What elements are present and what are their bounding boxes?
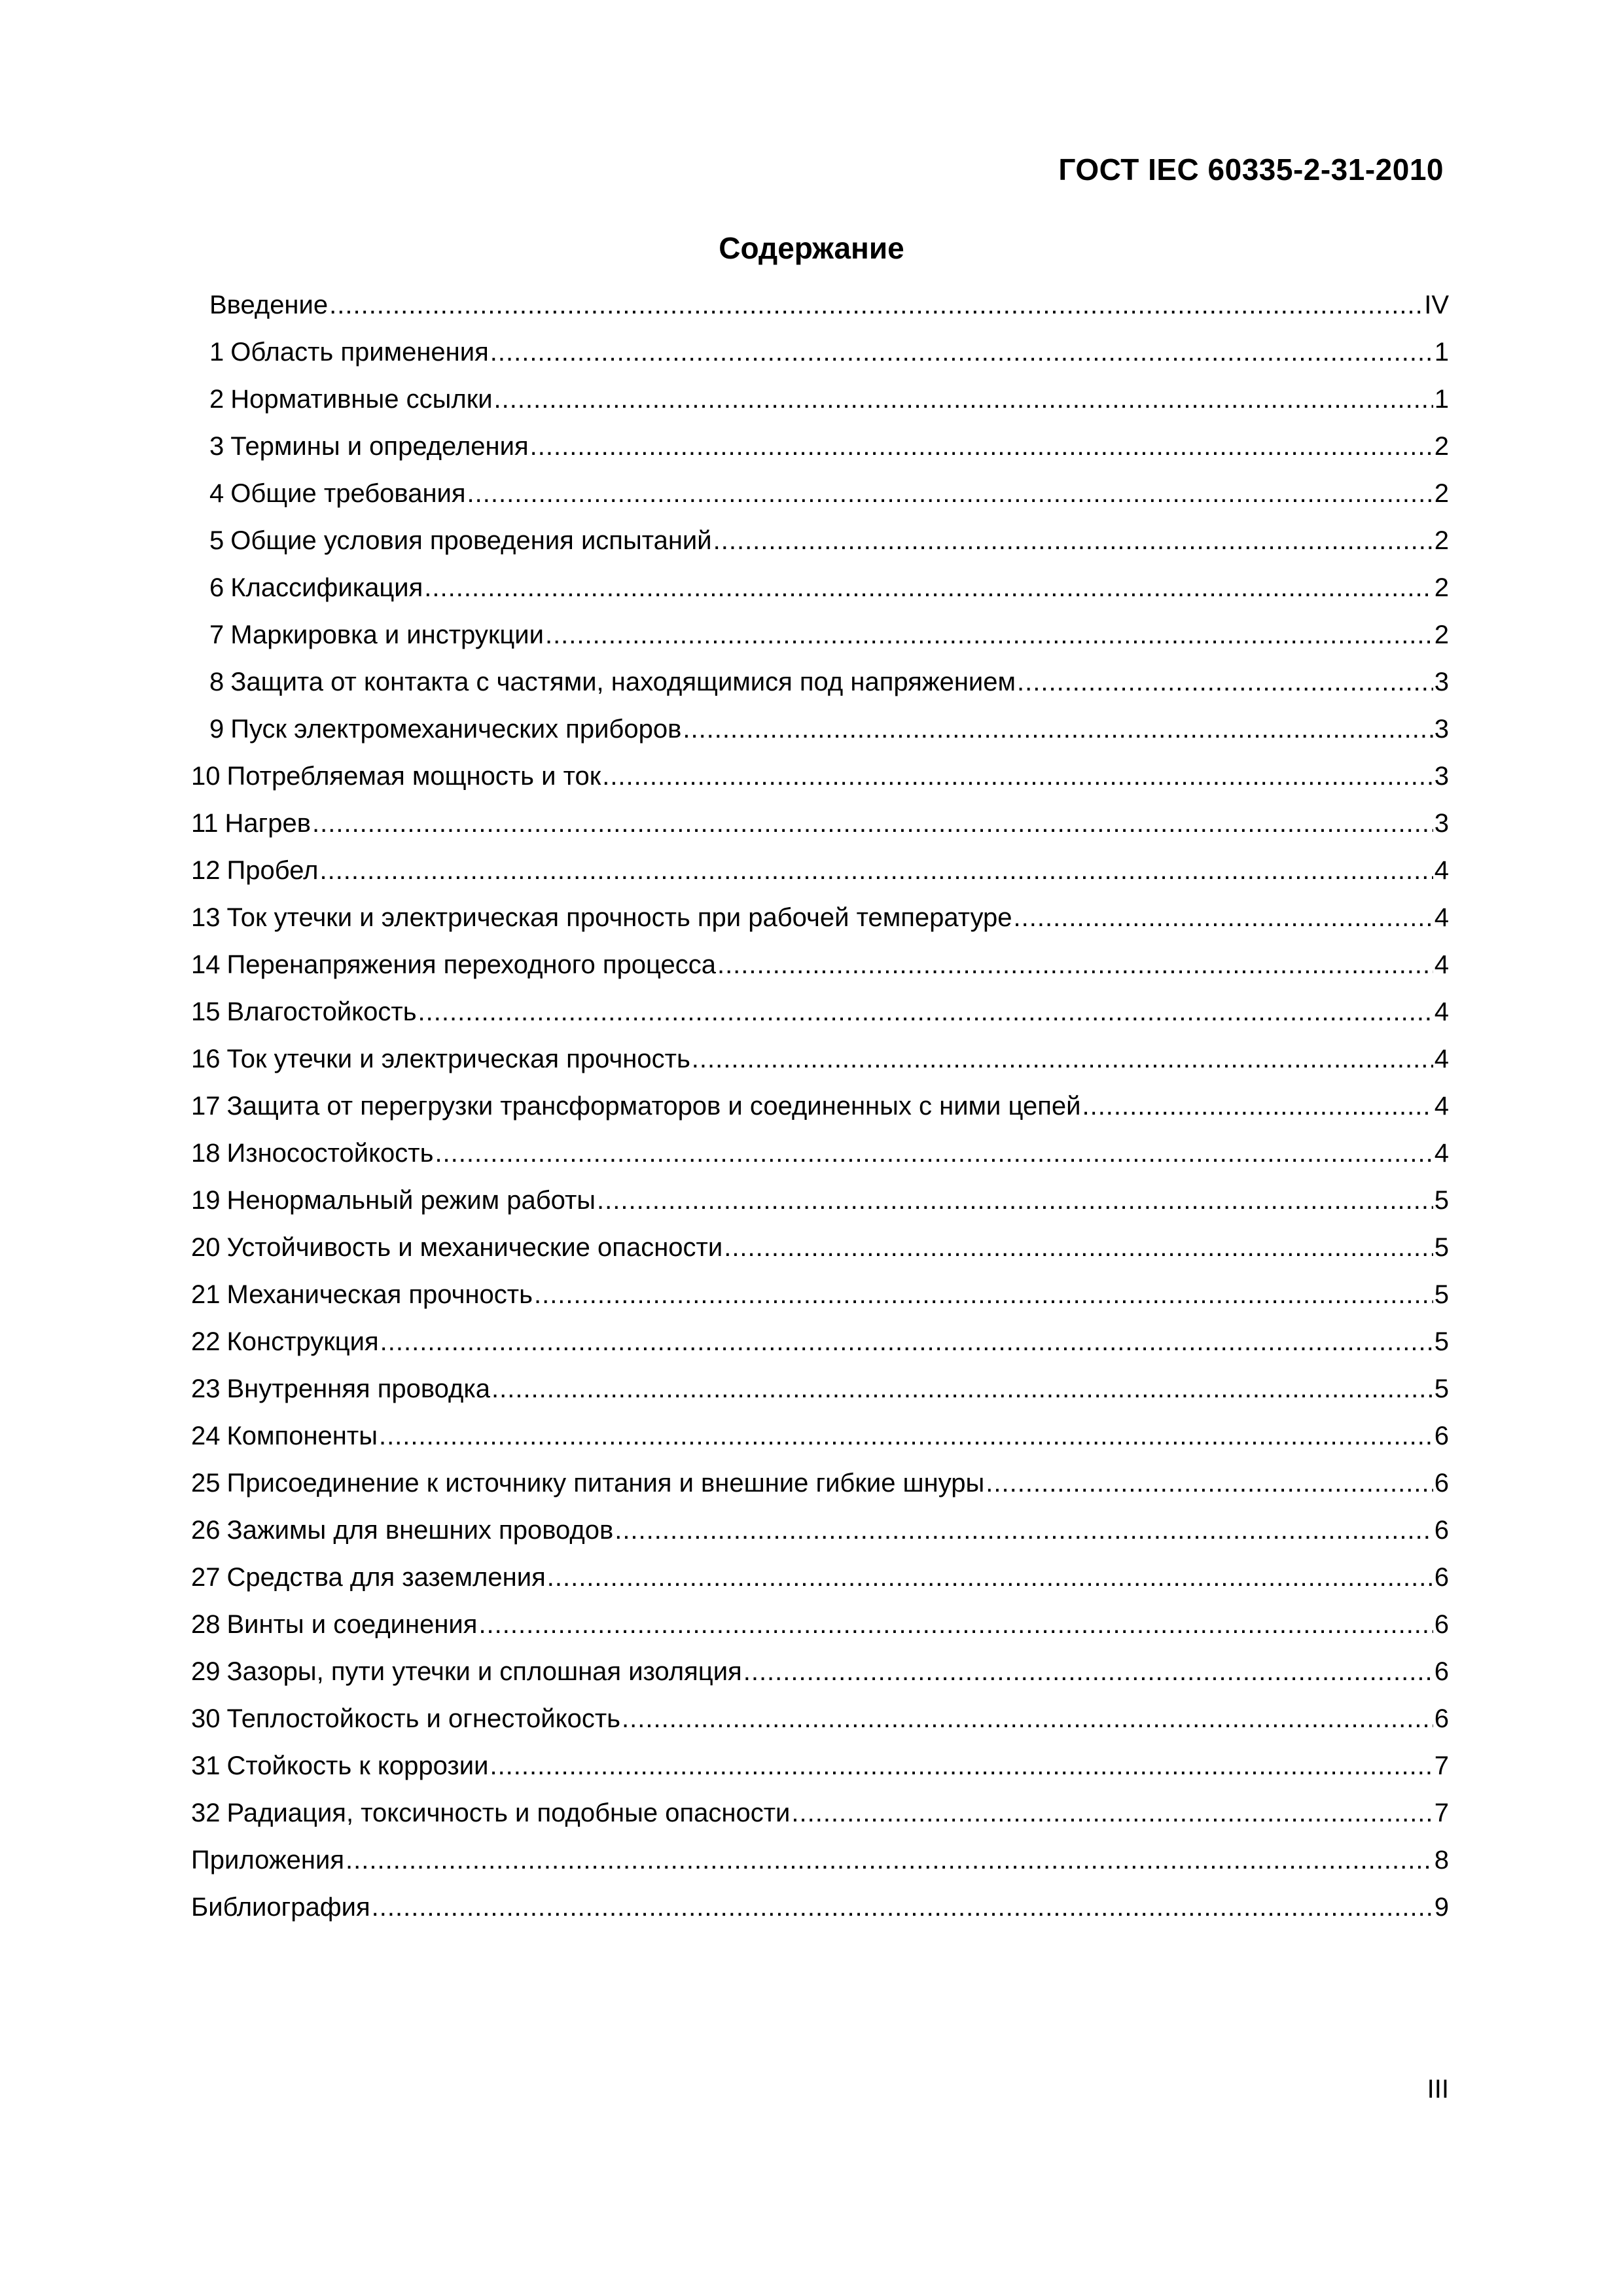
toc-entry-page: 3 xyxy=(1434,809,1449,838)
toc-entry[interactable] xyxy=(191,1460,1449,1507)
toc-entry-page: 5 xyxy=(1434,1186,1449,1215)
toc-entry-title: Пуск электромеханических приборов xyxy=(230,715,682,744)
toc-entry-number: 26 xyxy=(191,1516,221,1545)
toc-entry-page: 1 xyxy=(1434,385,1449,414)
toc-entry[interactable] xyxy=(191,800,1449,847)
toc-entry[interactable] xyxy=(191,470,1449,517)
toc-entry-title: Нагрев xyxy=(224,809,311,838)
toc-entry-title: Стойкость к коррозии xyxy=(226,1751,489,1780)
dot-leader xyxy=(491,1365,1433,1412)
toc-entry-title: Влагостойкость xyxy=(226,997,417,1026)
toc-entry-page: 7 xyxy=(1434,1751,1449,1780)
page-number: III xyxy=(1427,2075,1449,2104)
toc-entry[interactable] xyxy=(191,376,1449,423)
toc-entry[interactable] xyxy=(191,1318,1449,1365)
dot-leader xyxy=(683,706,1433,753)
toc-entry-page: 4 xyxy=(1434,856,1449,885)
toc-entry-page: 6 xyxy=(1434,1704,1449,1733)
toc-entry-page: 5 xyxy=(1434,1327,1449,1356)
toc-entry[interactable] xyxy=(191,329,1449,376)
toc-entry-number: 9 xyxy=(209,715,224,744)
dot-leader xyxy=(478,1601,1433,1648)
toc-entry-number: 14 xyxy=(191,950,221,979)
toc-entry-page: 2 xyxy=(1434,526,1449,555)
toc-entry-number: 30 xyxy=(191,1704,221,1733)
dot-leader xyxy=(713,517,1433,564)
toc-entry-title: Приложения xyxy=(191,1846,345,1874)
dot-leader xyxy=(1017,658,1433,706)
toc-entry-title: Защита от контакта с частями, находящимися под напряжением xyxy=(230,668,1016,696)
toc-entry-number: 20 xyxy=(191,1233,221,1262)
dot-leader xyxy=(692,1035,1433,1083)
toc-entry[interactable] xyxy=(191,1365,1449,1412)
toc-entry-page: 3 xyxy=(1434,762,1449,791)
toc-entry-page: 2 xyxy=(1434,573,1449,602)
dot-leader xyxy=(467,470,1433,517)
dot-leader xyxy=(530,423,1433,470)
toc-entry-title: Радиация, токсичность и подобные опасности xyxy=(226,1799,791,1827)
toc-entry-title: Общие требования xyxy=(230,479,466,508)
toc-entry[interactable] xyxy=(191,988,1449,1035)
toc-entry-page: 3 xyxy=(1434,715,1449,744)
dot-leader xyxy=(490,329,1433,376)
toc-entry-page: 9 xyxy=(1434,1893,1449,1922)
dot-leader xyxy=(1014,894,1433,941)
toc-entry[interactable] xyxy=(191,1130,1449,1177)
toc-entry-page: 2 xyxy=(1434,620,1449,649)
toc-entry-page: IV xyxy=(1424,291,1449,319)
dot-leader xyxy=(743,1648,1433,1695)
dot-leader xyxy=(545,611,1433,658)
dot-leader xyxy=(380,1318,1433,1365)
toc-entry-number: 32 xyxy=(191,1799,221,1827)
toc-entry-title: Термины и определения xyxy=(230,432,529,461)
toc-entry-title: Присоединение к источнику питания и внешние гибкие шнуры xyxy=(226,1469,985,1498)
dot-leader xyxy=(534,1271,1433,1318)
toc-entry[interactable] xyxy=(191,753,1449,800)
dot-leader xyxy=(418,988,1433,1035)
toc-entry-page: 5 xyxy=(1434,1374,1449,1403)
toc-entry-number: 8 xyxy=(209,668,224,696)
toc-entry[interactable] xyxy=(191,1177,1449,1224)
toc-entry[interactable] xyxy=(191,564,1449,611)
toc-entry[interactable] xyxy=(191,281,1449,329)
toc-entry-page: 4 xyxy=(1434,1139,1449,1168)
toc-entry-page: 5 xyxy=(1434,1233,1449,1262)
toc-entry-number: 21 xyxy=(191,1280,221,1309)
toc-entry-title: Ток утечки и электрическая прочность при рабочей температуре xyxy=(226,903,1012,932)
toc-entry-title: Перенапряжения переходного процесса xyxy=(226,950,716,979)
toc-entry[interactable] xyxy=(191,1837,1449,1884)
dot-leader xyxy=(986,1460,1433,1507)
toc-entry-page: 6 xyxy=(1434,1563,1449,1592)
toc-entry-page: 4 xyxy=(1434,950,1449,979)
toc-entry-number: 27 xyxy=(191,1563,221,1592)
toc-entry-title: Ток утечки и электрическая прочность xyxy=(226,1045,690,1073)
toc-entry-title: Теплостойкость и огнестойкость xyxy=(226,1704,621,1733)
toc-entry[interactable] xyxy=(191,894,1449,941)
toc-entry-number: 31 xyxy=(191,1751,221,1780)
toc-entry-page: 3 xyxy=(1434,668,1449,696)
toc-entry-number: 18 xyxy=(191,1139,221,1168)
toc-entry-page: 2 xyxy=(1434,479,1449,508)
toc-entry-number: 5 xyxy=(209,526,224,555)
toc-entry-number: 13 xyxy=(191,903,221,932)
toc-entry[interactable] xyxy=(191,1412,1449,1460)
dot-leader xyxy=(602,753,1433,800)
toc-entry-page: 6 xyxy=(1434,1657,1449,1686)
toc-entry[interactable] xyxy=(191,1035,1449,1083)
toc-entry-title: Защита от перегрузки трансформаторов и соединенных с ними цепей xyxy=(226,1092,1081,1121)
toc-entry-page: 4 xyxy=(1434,903,1449,932)
toc-entry-page: 6 xyxy=(1434,1422,1449,1450)
toc-entry-title: Общие условия проведения испытаний xyxy=(230,526,712,555)
toc-entry-title: Износостойкость xyxy=(226,1139,434,1168)
toc-entry-page: 4 xyxy=(1434,1045,1449,1073)
toc-entry-title: Пробел xyxy=(226,856,319,885)
toc-entry-title: Конструкция xyxy=(226,1327,379,1356)
toc-entry-page: 2 xyxy=(1434,432,1449,461)
toc-entry-title: Классификация xyxy=(230,573,423,602)
toc-entry-title: Внутренняя проводка xyxy=(226,1374,490,1403)
toc-entry[interactable] xyxy=(191,611,1449,658)
toc-entry-page: 4 xyxy=(1434,1092,1449,1121)
toc-entry[interactable] xyxy=(191,1789,1449,1837)
toc-entry-number: 15 xyxy=(191,997,221,1026)
toc-entry-title: Потребляемая мощность и ток xyxy=(226,762,601,791)
toc-entry-number: 11 xyxy=(191,809,219,838)
dot-leader xyxy=(435,1130,1433,1177)
toc-entry-number: 10 xyxy=(191,762,221,791)
toc-entry-number: 25 xyxy=(191,1469,221,1498)
toc-entry-number: 19 xyxy=(191,1186,221,1215)
toc-entry-number: 12 xyxy=(191,856,221,885)
toc-entry-title: Маркировка и инструкции xyxy=(230,620,544,649)
toc-entry[interactable] xyxy=(191,423,1449,470)
dot-leader xyxy=(319,847,1433,894)
toc-entry-page: 6 xyxy=(1434,1610,1449,1639)
toc-entry-number: 7 xyxy=(209,620,224,649)
toc-entry[interactable] xyxy=(191,1884,1449,1931)
toc-entry-number: 4 xyxy=(209,479,224,508)
toc-entry-title: Введение xyxy=(209,291,329,319)
toc-entry-number: 3 xyxy=(209,432,224,461)
toc-entry-number: 24 xyxy=(191,1422,221,1450)
toc-entry-number: 16 xyxy=(191,1045,221,1073)
toc-entry-number: 28 xyxy=(191,1610,221,1639)
toc-entry-page: 6 xyxy=(1434,1516,1449,1545)
toc-entry-title: Устойчивость и механические опасности xyxy=(226,1233,723,1262)
toc-entry[interactable] xyxy=(191,1271,1449,1318)
toc-entry[interactable] xyxy=(191,1648,1449,1695)
toc-entry-number: 1 xyxy=(209,338,224,367)
dot-leader xyxy=(622,1695,1433,1742)
toc-entry[interactable] xyxy=(191,1224,1449,1271)
dot-leader xyxy=(490,1742,1433,1789)
toc-entry-number: 23 xyxy=(191,1374,221,1403)
dot-leader xyxy=(494,376,1433,423)
toc-entry-page: 4 xyxy=(1434,997,1449,1026)
dot-leader xyxy=(597,1177,1433,1224)
toc-entry-number: 29 xyxy=(191,1657,221,1686)
dot-leader xyxy=(379,1412,1433,1460)
toc-heading: Содержание xyxy=(719,231,904,265)
toc-entry-title: Компоненты xyxy=(226,1422,378,1450)
toc-entry-title: Библиография xyxy=(191,1893,370,1922)
toc-entry[interactable] xyxy=(191,1742,1449,1789)
dot-leader xyxy=(424,564,1433,611)
toc-entry-title: Зажимы для внешних проводов xyxy=(226,1516,614,1545)
toc-entry-title: Механическая прочность xyxy=(226,1280,533,1309)
toc-entry-page: 5 xyxy=(1434,1280,1449,1309)
dot-leader xyxy=(724,1224,1433,1271)
dot-leader xyxy=(1082,1083,1433,1130)
toc-entry-page: 7 xyxy=(1434,1799,1449,1827)
toc-entry[interactable] xyxy=(191,517,1449,564)
toc-entry-number: 17 xyxy=(191,1092,221,1121)
toc-entry[interactable] xyxy=(191,1695,1449,1742)
dot-leader xyxy=(372,1884,1433,1931)
toc-entry[interactable] xyxy=(191,658,1449,706)
toc-entry[interactable] xyxy=(191,1554,1449,1601)
table-of-contents xyxy=(191,281,1449,1931)
toc-entry[interactable] xyxy=(191,1601,1449,1648)
dot-leader xyxy=(615,1507,1433,1554)
dot-leader xyxy=(312,800,1433,847)
toc-entry-title: Ненормальный режим работы xyxy=(226,1186,596,1215)
toc-entry[interactable] xyxy=(191,941,1449,988)
toc-entry-title: Винты и соединения xyxy=(226,1610,478,1639)
document-code: ГОСТ IEC 60335-2-31-2010 xyxy=(1058,152,1444,187)
toc-entry-title: Область применения xyxy=(230,338,489,367)
dot-leader xyxy=(329,281,1423,329)
dot-leader xyxy=(717,941,1433,988)
dot-leader xyxy=(791,1789,1433,1837)
toc-entry[interactable] xyxy=(191,1083,1449,1130)
toc-entry[interactable] xyxy=(191,706,1449,753)
toc-entry-title: Средства для заземления xyxy=(226,1563,546,1592)
dot-leader xyxy=(547,1554,1433,1601)
dot-leader xyxy=(346,1837,1433,1884)
toc-entry-title: Нормативные ссылки xyxy=(230,385,493,414)
toc-entry-page: 1 xyxy=(1434,338,1449,367)
toc-entry-page: 6 xyxy=(1434,1469,1449,1498)
toc-entry[interactable] xyxy=(191,1507,1449,1554)
toc-entry-number: 2 xyxy=(209,385,224,414)
toc-entry-number: 6 xyxy=(209,573,224,602)
toc-entry[interactable] xyxy=(191,847,1449,894)
toc-entry-title: Зазоры, пути утечки и сплошная изоляция xyxy=(226,1657,742,1686)
toc-entry-number: 22 xyxy=(191,1327,221,1356)
toc-entry-page: 8 xyxy=(1434,1846,1449,1874)
